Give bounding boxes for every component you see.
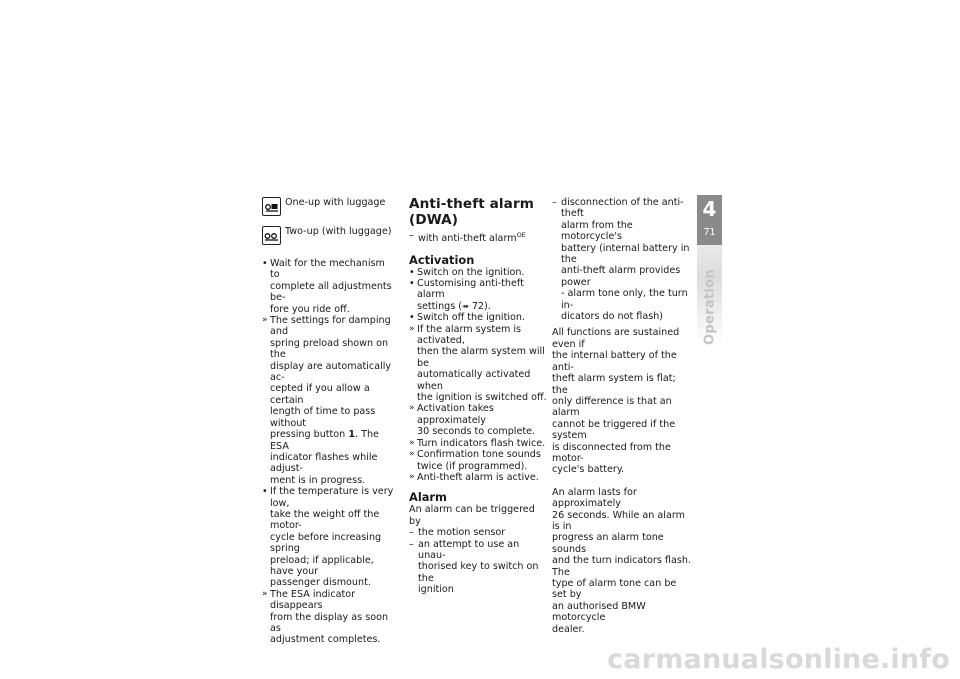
list-item: • Wait for the mechanism to complete all adjustments be- fore you ride off. (262, 258, 392, 315)
list-item: » Confirmation tone sounds twice (if programmed). (409, 449, 541, 472)
list-item: » Turn indicators flash twice. (409, 437, 546, 449)
page-reference-arrow-icon: ➠ (462, 301, 469, 311)
list-item: – an attempt to use an unau- thorised key to switch on the ignition (409, 538, 539, 596)
list-item: » If the alarm system is activated, then the alarm system will be automatically activated when the ignition is switched off. (409, 323, 547, 404)
chapter-label: Operation (702, 269, 718, 345)
list-item: • Switch off the ignition. (409, 312, 526, 324)
activation-heading: Activation (409, 252, 475, 267)
one-up-with-luggage-icon (262, 197, 281, 216)
page-number: 71 (703, 227, 716, 238)
section-title: Anti-theft alarm (DWA) (409, 196, 535, 228)
watermark: carmanualsonline.info (607, 644, 950, 675)
alarm-heading: Alarm (409, 490, 447, 505)
icon-label-two-up: Two-up (with luggage) (285, 226, 392, 237)
list-item: • Switch on the ignition. (409, 266, 525, 278)
chapter-number-box (697, 195, 722, 245)
oe-superscript: OE (516, 231, 526, 239)
bullet-marker: • (262, 258, 268, 269)
list-item: » The ESA indicator disappears from the display as soon as adjustment completes. (262, 588, 389, 646)
list-item: – the motion sensor (409, 527, 506, 539)
two-up-with-luggage-icon (262, 226, 281, 245)
list-item: – disconnection of the anti-theft alarm from the motorcycle's battery (internal battery in the anti-theft alarm provides power - alarm tone only, the turn in- dicators do not flash) (552, 197, 690, 323)
alarm-intro: An alarm can be triggered by (409, 504, 535, 527)
paragraph: An alarm lasts for approximately 26 seconds. While an alarm is in progress an alarm tone sounds and the turn indicators flash. The type of alarm tone can be set by an authorised BMW motorcycle dealer. (552, 486, 691, 635)
list-item: • If the temperature is very low, take the weight off the motor- cycle before increasing spring preload; if applicable, have your passenger dismount. (262, 486, 394, 589)
paragraph: All functions are sustained even if the internal battery of the anti- theft alarm system is flat; the only difference is that an alarm cannot be triggered if the system is disconnected from the motor- cycle's battery. (552, 327, 680, 476)
result-marker: » (262, 315, 268, 326)
button-number: 1 (348, 429, 355, 441)
bullet-marker: • (262, 486, 268, 498)
list-item: » Anti-theft alarm is active. (409, 471, 539, 483)
list-item: • Customising anti-theft alarm settings (➠ 72). (409, 278, 524, 312)
chapter-number: 4 (702, 197, 717, 221)
equipment-note: – with anti-theft alarm$^{OE}$ (409, 230, 526, 245)
list-item: » The settings for damping and spring preload shown on the display are automatically ac- cepted if you allow a certain length of time to pass without pressing button 1. The ESA indicator flashes while adjust- ment is in progress. (262, 315, 392, 486)
instruction-list (262, 258, 394, 646)
page-reference: 72). (468, 300, 491, 312)
list-item: » Activation takes approximately 30 seconds to complete. (409, 403, 536, 438)
icon-label-one-up: One-up with luggage (285, 197, 386, 208)
result-marker: » (262, 588, 268, 599)
